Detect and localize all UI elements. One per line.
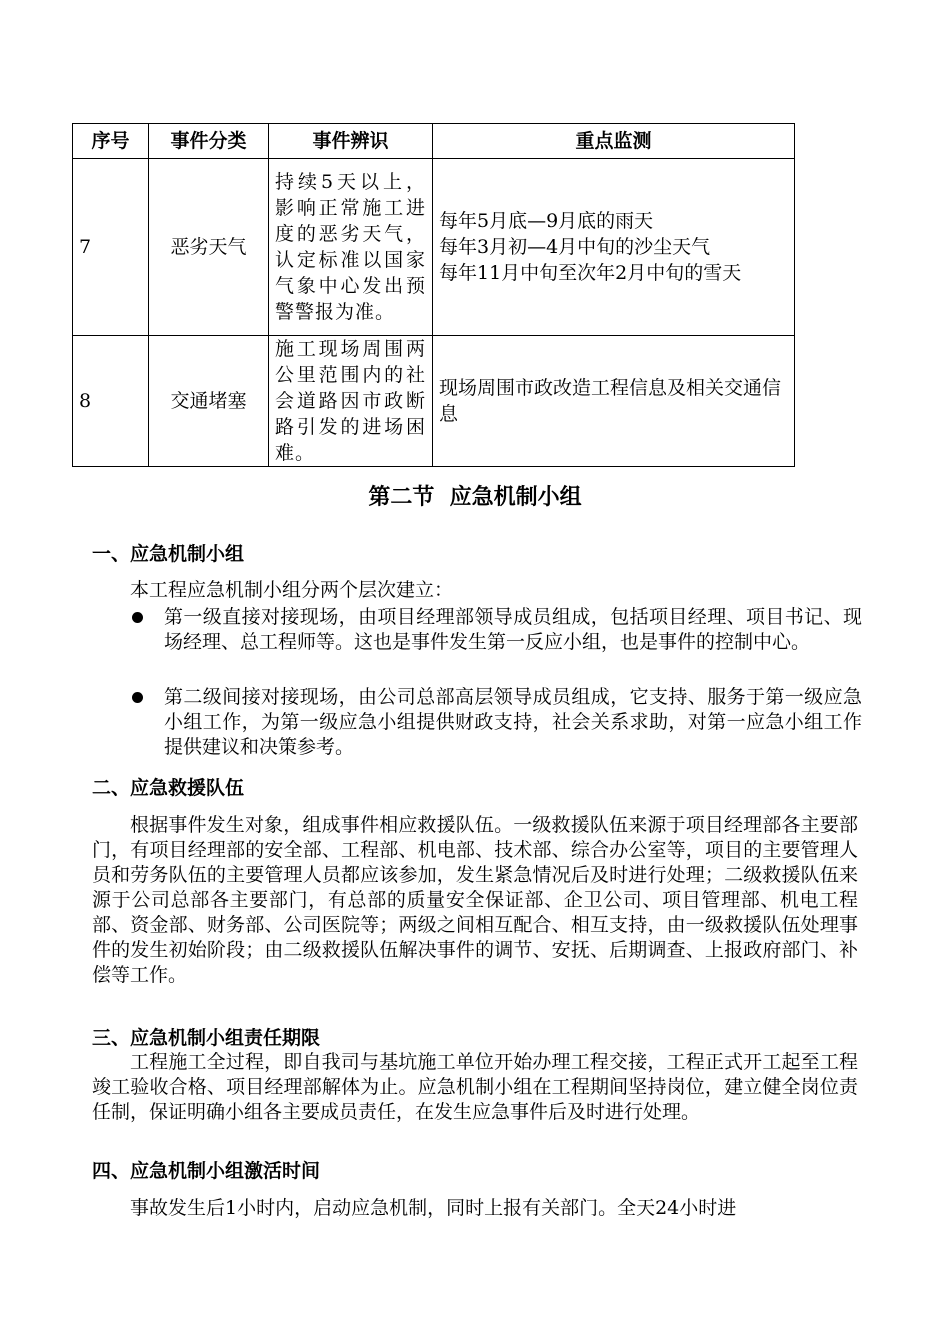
- event-table: [72, 123, 795, 467]
- heading-activation-time: 四、应急机制小组激活时间: [92, 1160, 321, 1182]
- table-header-row: [73, 124, 795, 159]
- cell-serial: 8: [73, 336, 149, 467]
- table-row: [73, 159, 795, 336]
- cell-category: 恶劣天气: [149, 159, 269, 336]
- paragraph-responsibility-period: 工程施工全过程，即自我司与基坑施工单位开始办理工程交接，工程正式开工起至工程竣工验收合格、项目经理部解体为止。应急机制小组在工程期间坚持岗位，建立健全岗位责任制，保证明确小组各主要成员责任，在发生应急事件后及时进行处理。: [92, 1051, 858, 1123]
- header-category: 事件分类: [149, 124, 269, 159]
- monitoring-line: 现场周围市政改造工程信息及相关交通信息: [439, 377, 782, 425]
- cell-category: 交通堵塞: [149, 336, 269, 467]
- heading-responsibility-period: 三、应急机制小组责任期限: [92, 1027, 321, 1049]
- table-row: [73, 336, 795, 467]
- bullet-dot-icon: [132, 692, 143, 703]
- cell-monitoring: [433, 159, 795, 336]
- heading-emergency-group: 一、应急机制小组: [92, 543, 245, 565]
- list-item: [132, 605, 862, 655]
- list-item: [132, 685, 862, 760]
- section-title: 第二节 应急机制小组: [368, 485, 582, 510]
- heading-rescue-team: 二、应急救援队伍: [92, 777, 245, 799]
- cell-identification: 施工现场周围两公里范围内的社会道路因市政断路引发的进场困难。: [269, 336, 433, 467]
- cell-identification: 持续5天以上，影响正常施工进度的恶劣天气，认定标准以国家气象中心发出预警警报为准。: [269, 159, 433, 336]
- header-monitoring: 重点监测: [433, 124, 795, 159]
- paragraph-rescue-team: 根据事件发生对象，组成事件相应救援队伍。一级救援队伍来源于项目经理部各主要部门，有项目经理部的安全部、工程部、机电部、技术部、综合办公室等，项目的主要管理人员和劳务队伍的主要管理人员都应该参加，发生紧急情况后及时进行处理；二级救援队伍来源于公司总部各主要部门，有总部的质量安全保证部、企卫公司、项目管理部、机电工程部、资金部、财务部、公司医院等；两级之间相互配合、相互支持，由一级救援队伍处理事件的发生初始阶段；由二级救援队伍解决事件的调节、安抚、后期调查、上报政府部门、补偿等工作。: [92, 814, 858, 986]
- list-item-text: 第一级直接对接现场，由项目经理部领导成员组成，包括项目经理、项目书记、现场经理、总工程师等。这也是事件发生第一反应小组，也是事件的控制中心。: [164, 606, 862, 653]
- bullet-dot-icon: [132, 612, 143, 623]
- cell-monitoring: [433, 336, 795, 467]
- monitoring-line: 每年11月中旬至次年2月中旬的雪天: [439, 262, 742, 284]
- intro-text: 本工程应急机制小组分两个层次建立：: [130, 579, 454, 601]
- header-serial: 序号: [73, 124, 149, 159]
- cell-serial: 7: [73, 159, 149, 336]
- paragraph-activation-time: 事故发生后1小时内，启动应急机制，同时上报有关部门。全天24小时进: [130, 1197, 737, 1219]
- monitoring-line: 每年3月初—4月中旬的沙尘天气: [439, 236, 711, 258]
- monitoring-line: 每年5月底—9月底的雨天: [439, 210, 654, 232]
- header-identification: 事件辨识: [269, 124, 433, 159]
- list-item-text: 第二级间接对接现场，由公司总部高层领导成员组成，它支持、服务于第一级应急小组工作，为第一级应急小组提供财政支持，社会关系求助，对第一应急小组工作提供建议和决策参考。: [164, 686, 862, 758]
